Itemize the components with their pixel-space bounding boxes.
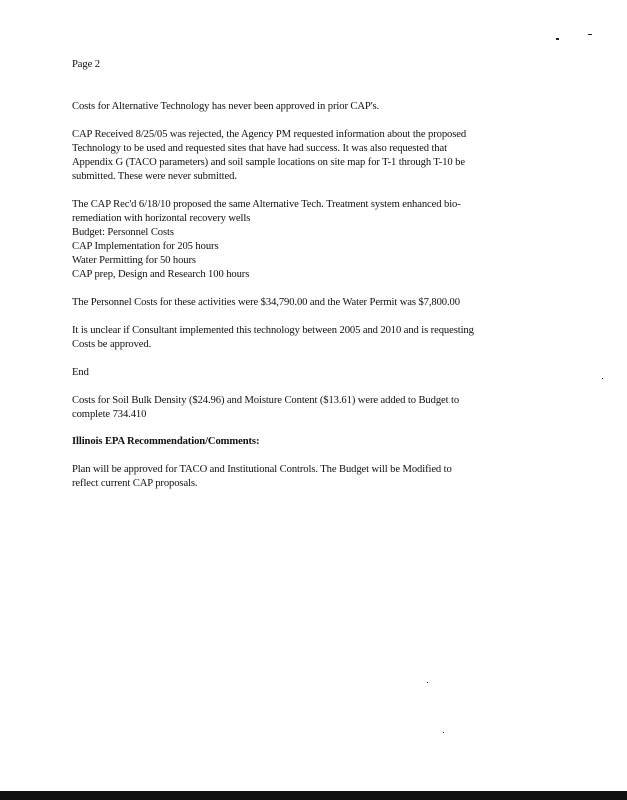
- scan-edge-bar: [0, 791, 627, 800]
- scan-speck: [588, 34, 592, 35]
- page-number: Page 2: [72, 59, 100, 70]
- paragraph-recommendation: Plan will be approved for TACO and Institutional Controls. The Budget will be Modified to reflect current CAP proposals.: [72, 464, 452, 489]
- paragraph-cap-recd: The CAP Rec'd 6/18/10 proposed the same Alternative Tech. Treatment system enhanced bio- remediation with horizontal recovery wells Budget: Personnel Costs CAP Implementation for 205 hours Water Permitting for 50 hours CAP prep, Design and Research 100 hours: [72, 199, 461, 280]
- paragraph-cap-received: CAP Received 8/25/05 was rejected, the Agency PM requested information about the proposed Technology to be used and requested sites that have had success. It was also requested that Appendix G (TACO parameters) and soil sample locations on site map for T-1 through T-10 be submitted. These were never submitted.: [72, 129, 467, 182]
- scan-speck: [602, 378, 603, 379]
- recommendation-heading: Illinois EPA Recommendation/Comments:: [72, 436, 260, 447]
- paragraph-alt-tech: Costs for Alternative Technology has never been approved in prior CAP's.: [72, 101, 380, 112]
- scan-speck: [556, 38, 559, 40]
- scan-speck: [443, 732, 444, 733]
- paragraph-personnel-costs: The Personnel Costs for these activities were $34,790.00 and the Water Permit was $7,800.00: [72, 297, 460, 308]
- paragraph-end: End: [72, 367, 89, 378]
- paragraph-soil-costs: Costs for Soil Bulk Density ($24.96) and Moisture Content ($13.61) were added to Budget to complete 734.410: [72, 395, 460, 420]
- paragraph-unclear: It is unclear if Consultant implemented this technology between 2005 and 2010 and is requesting Costs be approved.: [72, 325, 474, 350]
- scan-speck: [427, 682, 428, 683]
